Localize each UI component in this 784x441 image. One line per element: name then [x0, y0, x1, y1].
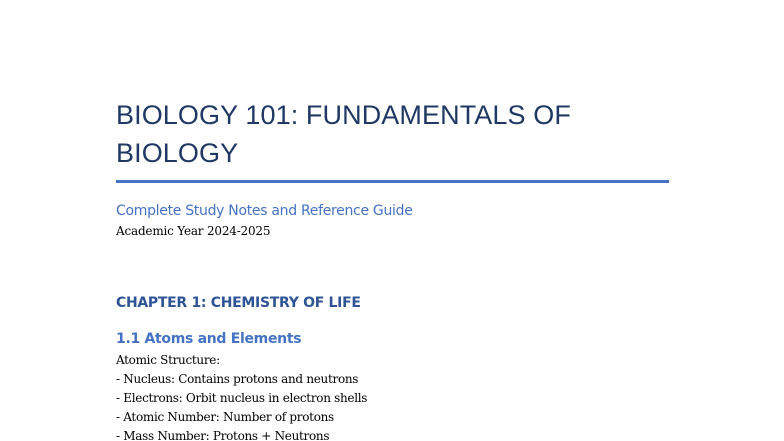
- section-heading: 1.1 Atoms and Elements: [116, 331, 302, 347]
- body-line-mass-number: - Mass Number: Protons + Neutrons: [116, 429, 330, 441]
- document-title: BIOLOGY 101: FUNDAMENTALS OF BIOLOGY: [116, 100, 571, 168]
- title-underline-rule: [116, 180, 669, 183]
- body-line-atomic-number: - Atomic Number: Number of protons: [116, 410, 334, 424]
- document-content: [116, 96, 670, 441]
- section-body: [116, 351, 670, 441]
- body-line-electrons: - Electrons: Orbit nucleus in electron shells: [116, 391, 368, 405]
- chapter-heading: CHAPTER 1: CHEMISTRY OF LIFE: [116, 295, 361, 311]
- body-line-nucleus: - Nucleus: Contains protons and neutrons: [116, 372, 359, 386]
- academic-year: Academic Year 2024-2025: [116, 224, 271, 238]
- document-subtitle: Complete Study Notes and Reference Guide: [116, 203, 413, 219]
- body-line-atomic-structure: Atomic Structure:: [116, 353, 220, 367]
